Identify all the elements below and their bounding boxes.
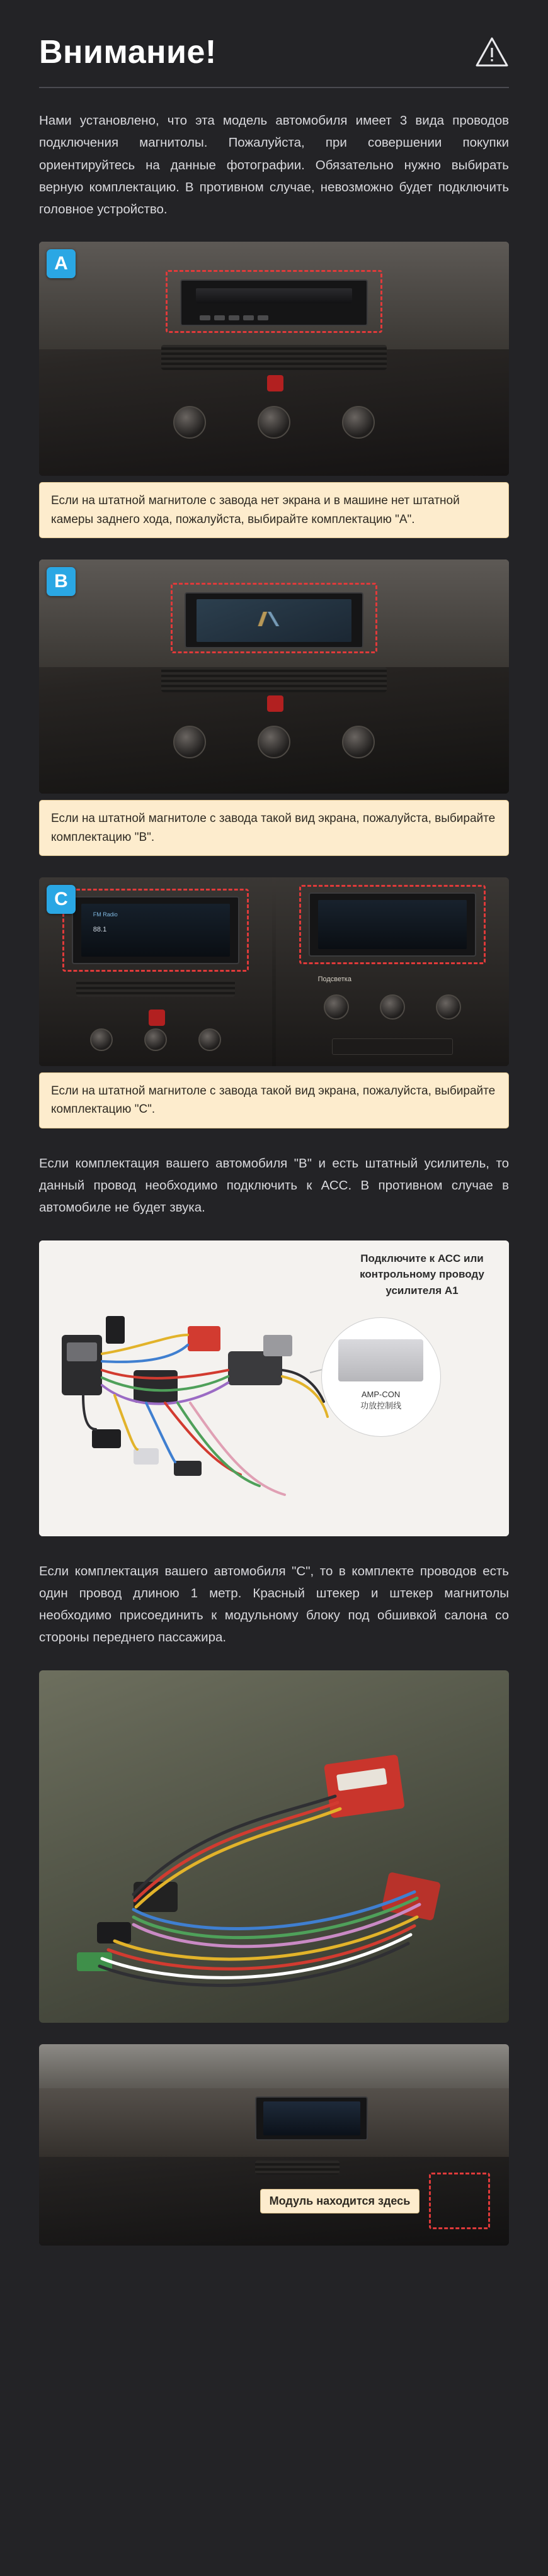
- harness-illustration: [39, 1670, 509, 2023]
- climate-knob: [258, 726, 290, 758]
- footer-spacer: [0, 2246, 548, 2258]
- head-unit-display-strip: [196, 288, 351, 303]
- climate-knob: [198, 1028, 221, 1051]
- factory-head-unit-a: [180, 279, 368, 326]
- car-interior-photo-b: [39, 560, 509, 794]
- climate-knob: [90, 1028, 113, 1051]
- radio-screen-title: FM Radio: [93, 911, 118, 918]
- center-air-vents: [161, 667, 387, 692]
- harness-paragraph: Если комплектация вашего автомобиля "C", то в комплекте проводов есть один провод длиною 1 метр. Красный штекер и штекер магнитолы необходимо присоединить к модульному блоку под обшивкой салона со стороны переднего пассажира.: [39, 1563, 509, 1645]
- photo-card-amp: [39, 1240, 509, 1536]
- header-divider: [39, 87, 509, 88]
- hazard-light-button: [149, 1010, 165, 1026]
- head-unit-button: [229, 315, 239, 320]
- head-unit-screen: [263, 2101, 360, 2135]
- section-harness-photo: [39, 1670, 509, 2023]
- climate-control-knobs: [147, 406, 401, 439]
- factory-head-unit-b: [185, 592, 363, 648]
- photo-card-harness: [39, 1670, 509, 2023]
- module-location-label: Модуль находится здесь: [260, 2189, 420, 2213]
- section-amp-photo: [39, 1240, 509, 1536]
- climate-knob: [342, 726, 375, 758]
- section-b: [39, 560, 509, 856]
- highlight-box-module-location: [429, 2173, 490, 2229]
- windshield: [39, 2044, 509, 2088]
- photo-card-c: [39, 877, 509, 1066]
- center-air-vents: [161, 345, 387, 370]
- amp-connection-note: Подключите к АСС или контрольному проводу усилителя А1: [360, 1252, 484, 1296]
- badge-b: B: [47, 567, 76, 596]
- climate-control-knobs: [309, 994, 476, 1020]
- section-c: [39, 877, 509, 1128]
- backlight-label: Подсветка: [317, 976, 351, 983]
- intro-paragraph: Нами установлено, что эта модель автомобиля имеет 3 вида проводов подключения магнитолы. Пожалуйста, при совершении покупки ориентируйтесь на данные фотографии. Обязательно нужно выбирать верную комплектацию. В противном случае, невозможно будет подключить головное устройство.: [39, 113, 509, 217]
- harness-photo: [39, 1670, 509, 2023]
- badge-c: C: [47, 885, 76, 914]
- magnifier-bubble: [321, 1317, 441, 1437]
- climate-knob: [380, 994, 405, 1020]
- caption-b: Если на штатной магнитоле с завода такой вид экрана, пожалуйста, выбирайте комплектацию "B".: [39, 800, 509, 856]
- car-interior-photo-c: [39, 877, 509, 1066]
- center-air-vents: [255, 2161, 340, 2174]
- photo-card-b: [39, 560, 509, 794]
- photo-card-module-location: [39, 2044, 509, 2246]
- factory-head-unit-c-right: [309, 892, 476, 957]
- climate-knob: [173, 726, 206, 758]
- bubble-connector-image: [338, 1339, 423, 1382]
- page-header: [0, 0, 548, 76]
- climate-control-knobs: [74, 1028, 237, 1051]
- photo-c-right: [276, 877, 509, 1066]
- head-unit-button: [258, 315, 268, 320]
- warning-triangle-icon: [475, 35, 509, 69]
- head-unit-button: [243, 315, 254, 320]
- section-a: [39, 242, 509, 538]
- caption-c: Если на штатной магнитоле с завода такой вид экрана, пожалуйста, выбирайте комплектацию "C".: [39, 1072, 509, 1128]
- head-unit-screen: [318, 900, 467, 949]
- climate-control-knobs: [147, 726, 401, 758]
- head-unit-radio-screen: [81, 904, 230, 956]
- caption-a: Если на штатной магнитоле с завода нет экрана и в машине нет штатной камеры заднего хода, пожалуйста, выбирайте комплектацию "A".: [39, 482, 509, 538]
- radio-screen-frequency: 88.1: [93, 926, 107, 934]
- hazard-light-button: [267, 695, 283, 712]
- bubble-label: [322, 1389, 440, 1412]
- hazard-light-button: [267, 375, 283, 391]
- head-unit-buttons: [200, 315, 268, 320]
- section-module-location: [39, 2044, 509, 2246]
- head-unit-button: [214, 315, 225, 320]
- head-unit-navigation-screen: [197, 599, 351, 642]
- climate-knob: [173, 406, 206, 439]
- bubble-label-line2: 功放控制线: [360, 1400, 402, 1410]
- factory-head-unit-c-left: [72, 896, 239, 964]
- climate-knob: [436, 994, 461, 1020]
- page-title: Внимание!: [39, 34, 217, 70]
- car-interior-photo-a: [39, 242, 509, 476]
- dashboard-passenger-side-photo: [39, 2044, 509, 2246]
- badge-a: A: [47, 249, 76, 278]
- climate-knob: [324, 994, 349, 1020]
- amplifier-paragraph: Если комплектация вашего автомобиля "B" и есть штатный усилитель, то данный провод необходимо подключить к АСС. В противном случае в автомобиле не будет звука.: [39, 1156, 509, 1215]
- factory-head-unit: [255, 2096, 368, 2140]
- bubble-label-line1: AMP-CON: [361, 1389, 401, 1399]
- climate-knob: [144, 1028, 167, 1051]
- lower-console-panel: [332, 1038, 453, 1055]
- climate-knob: [258, 406, 290, 439]
- wiring-harness-photo: [39, 1240, 509, 1536]
- head-unit-button: [200, 315, 210, 320]
- photo-card-a: [39, 242, 509, 476]
- climate-knob: [342, 406, 375, 439]
- center-air-vents: [76, 979, 235, 997]
